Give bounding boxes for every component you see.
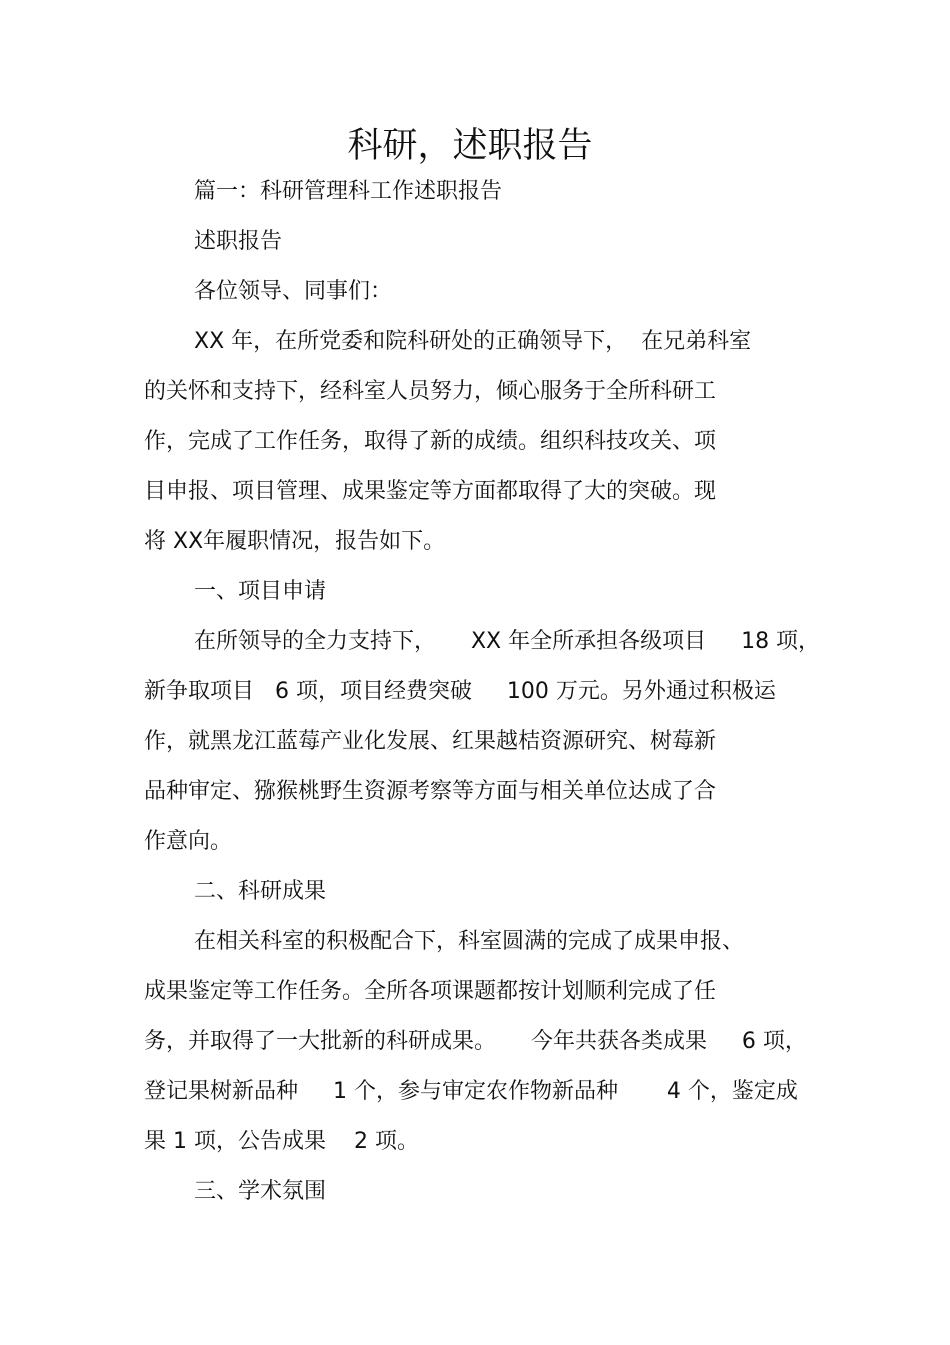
paragraph-line: 将 XX年履职情况，报告如下。 <box>144 529 446 554</box>
salutation: 各位领导、同事们： <box>194 279 393 304</box>
paragraph-line: 在相关科室的积极配合下，科室圆满的完成了成果申报、 <box>194 929 745 954</box>
paragraph-line: XX 年，在所党委和院科研处的正确领导下， 在兄弟科室 <box>194 329 752 354</box>
paragraph-line: 作意向。 <box>144 829 233 854</box>
paragraph-line: 目申报、项目管理、成果鉴定等方面都取得了大的突破。现 <box>144 479 717 504</box>
section-heading: 一、项目申请 <box>194 579 327 604</box>
paragraph-line: 的关怀和支持下，经科室人员努力，倾心服务于全所科研工 <box>144 379 717 404</box>
section-heading: 二、科研成果 <box>194 879 327 904</box>
report-heading: 述职报告 <box>194 229 283 254</box>
paragraph-line: 新争取项目 6 项，项目经费突破 100 万元。另外通过积极运 <box>144 679 776 704</box>
paragraph-line: 务，并取得了一大批新的科研成果。 今年共获各类成果 6 项， <box>144 1029 807 1054</box>
paragraph-line: 在所领导的全力支持下， XX 年全所承担各级项目 18 项， <box>194 629 821 654</box>
document-title: 科研，述职报告 <box>347 126 593 166</box>
paragraph-line: 成果鉴定等工作任务。全所各项课题都按计划顺利完成了任 <box>144 979 717 1004</box>
section-subtitle: 篇一：科研管理科工作述职报告 <box>194 179 503 204</box>
paragraph-line: 作，完成了工作任务，取得了新的成绩。组织科技攻关、项 <box>144 429 717 454</box>
section-heading: 三、学术氛围 <box>194 1179 327 1204</box>
paragraph-line: 登记果树新品种 1 个，参与审定农作物新品种 4 个，鉴定成 <box>144 1079 798 1104</box>
paragraph-line: 果 1 项，公告成果 2 项。 <box>144 1129 419 1154</box>
paragraph-line: 作，就黑龙江蓝莓产业化发展、红果越桔资源研究、树莓新 <box>144 729 717 754</box>
paragraph-line: 品种审定、猕猴桃野生资源考察等方面与相关单位达成了合 <box>144 779 717 804</box>
